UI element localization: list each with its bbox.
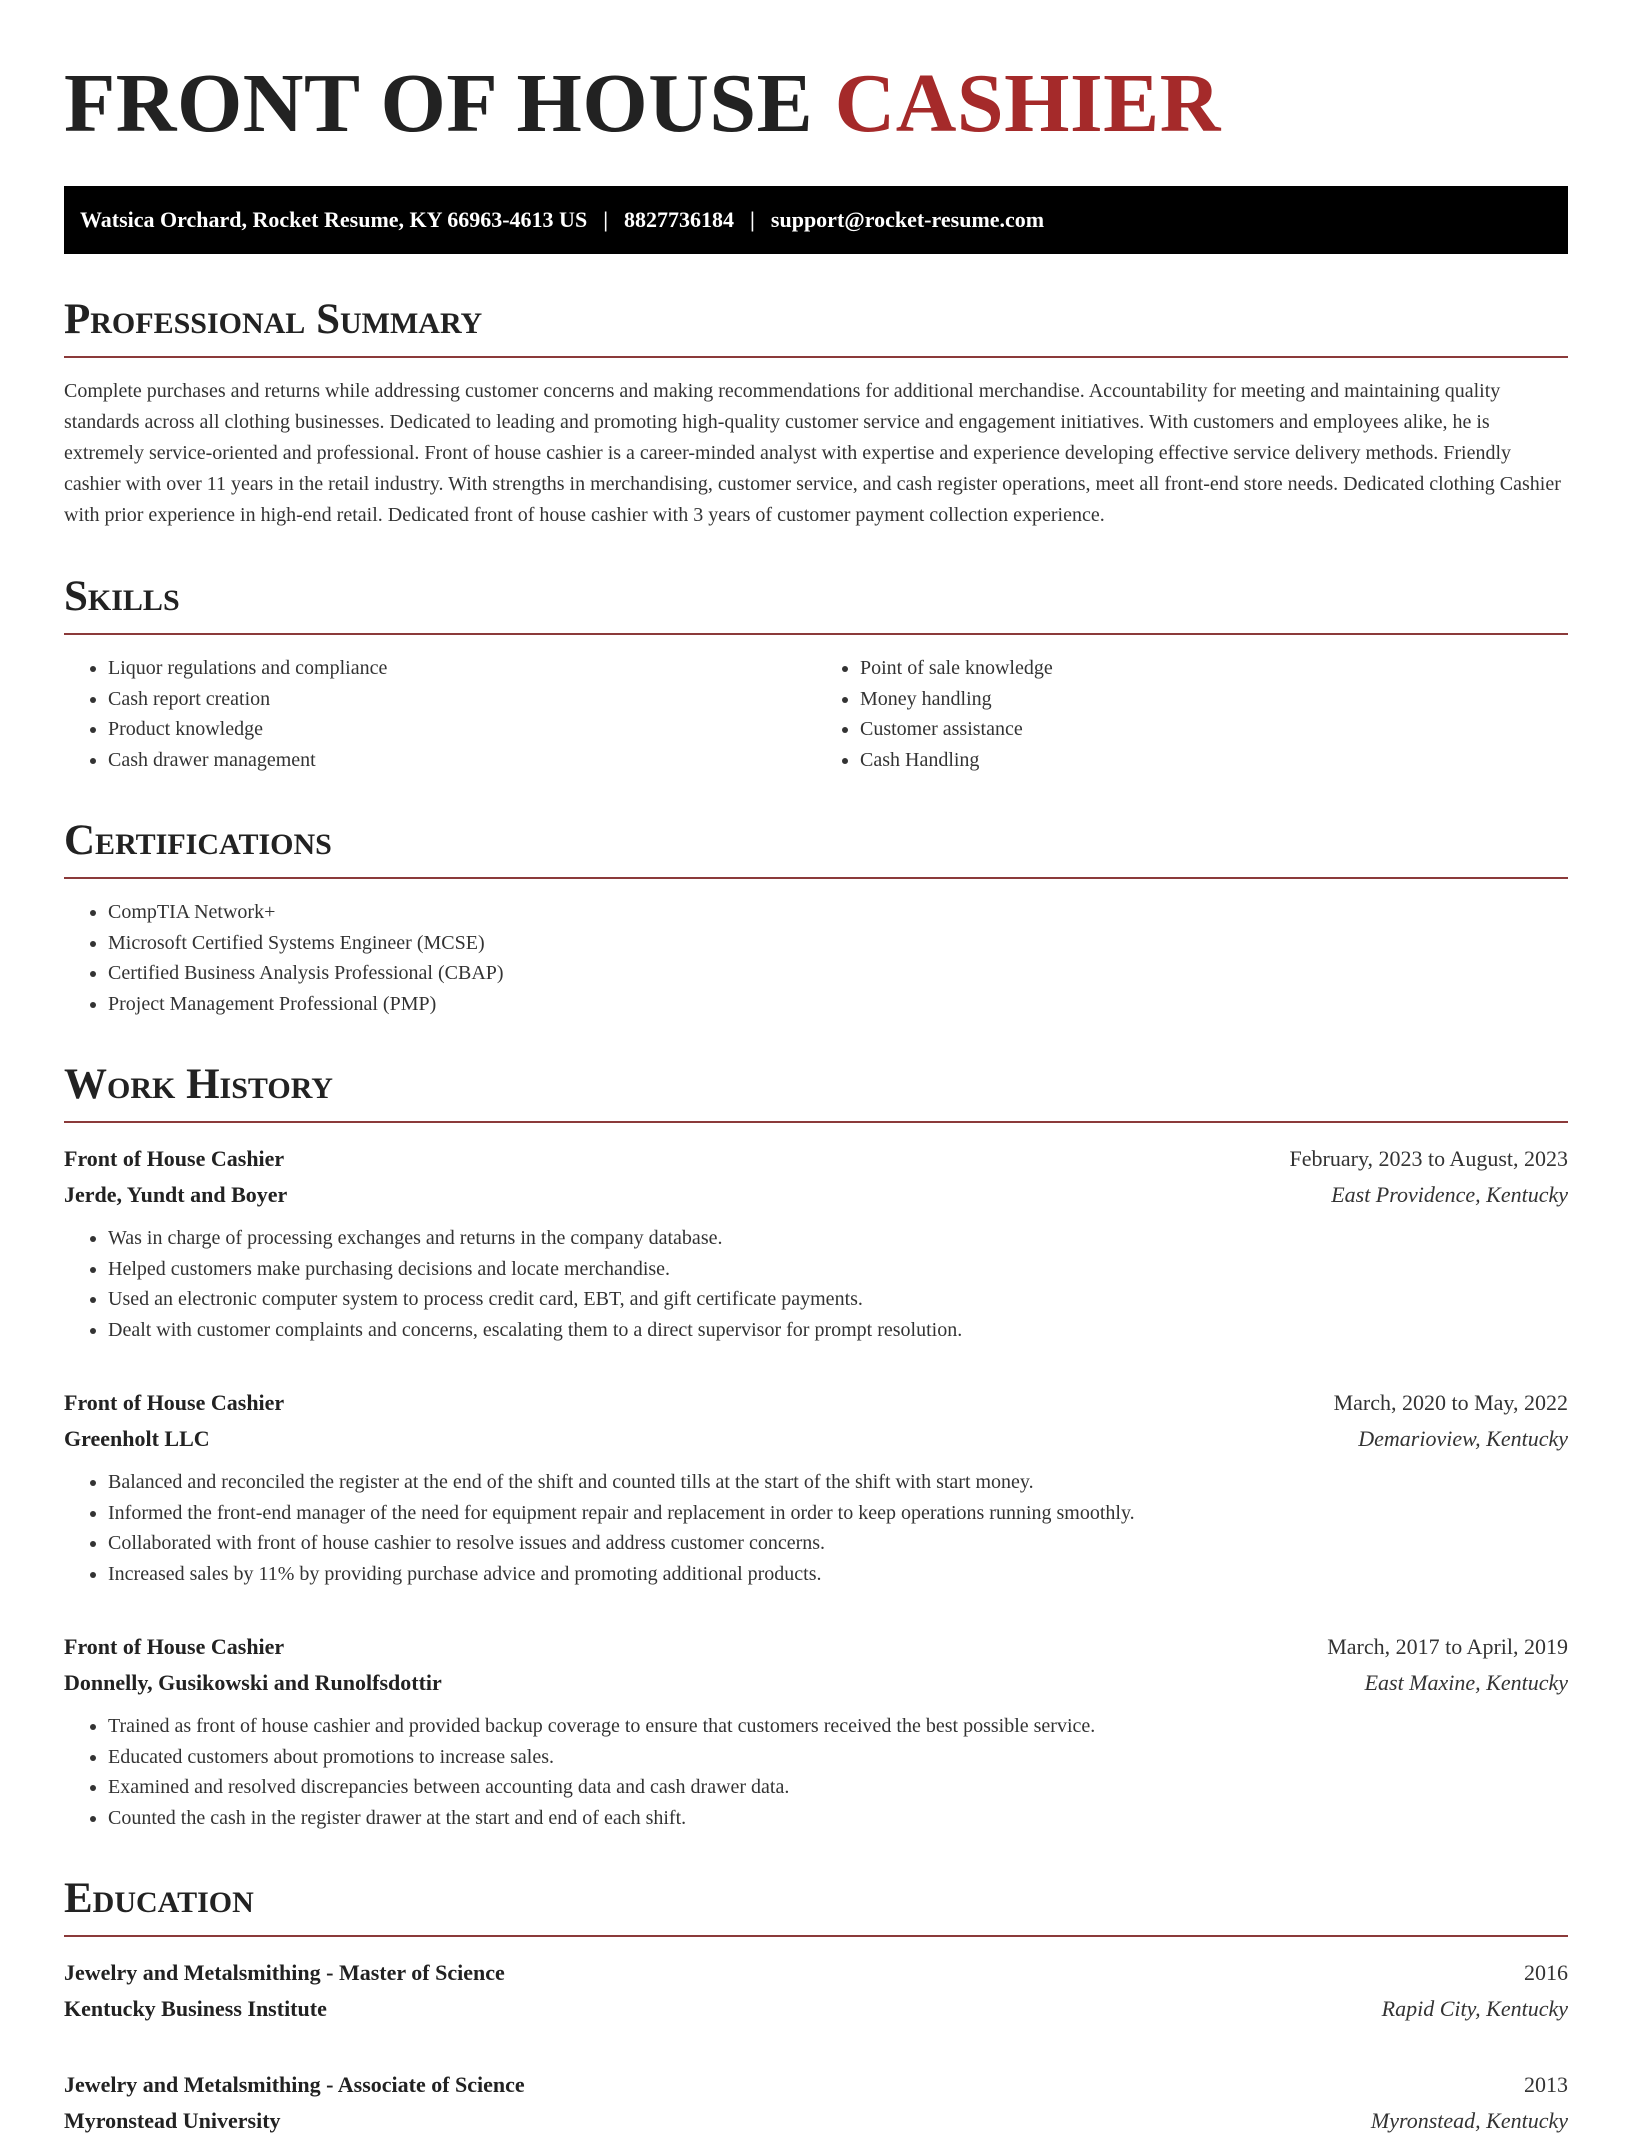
contact-separator: | [603,207,609,232]
certification-item: • Certified Business Analysis Professional (CBAP) [108,958,1568,989]
section-divider [64,1935,1568,1937]
education-school-row [64,1991,1568,2027]
certifications-list [64,897,1568,1019]
education-degree-row [64,2067,1568,2103]
education-degree: Jewelry and Metalsmithing - Master of Science [64,1960,505,1985]
title-main: FRONT OF HOUSE [64,57,835,150]
job-duty-item: • Examined and resolved discrepancies between accounting data and cash drawer data. [108,1772,1568,1803]
education-school-row [64,2103,1568,2139]
skill-item: • Cash Handling [860,745,1568,776]
certification-item: • Project Management Professional (PMP) [108,989,1568,1020]
section-heading: Education [64,1875,254,1922]
education-degree-row [64,1955,1568,1991]
job-company: Donnelly, Gusikowski and Runolfsdottir [64,1670,442,1695]
contact-bar [64,186,1568,254]
skill-item: • Liquor regulations and compliance [108,653,816,684]
section-heading: Skills [64,573,180,620]
job-location: Demarioview, Kentucky [1358,1426,1568,1451]
job-duty-item: • Counted the cash in the register drawer at the start and end of each shift. [108,1803,1568,1834]
section-divider [64,356,1568,358]
job-company-row [64,1665,1568,1701]
skill-item: • Cash report creation [108,684,816,715]
section-heading: Certifications [64,817,332,864]
skills-section [64,571,1568,775]
summary-text: Complete purchases and returns while addressing customer concerns and making recommendations for additional merchandise. Accountability for meeting and maintaining quality standards across all clothing businesses. Dedicated to leading and promoting high-quality customer service and engagement initiatives. With customers and employees alike, he is extremely service-oriented and professional. Front of house cashier is a career-minded analyst with expertise and experience developing effective service delivery methods. Friendly cashier with over 11 years in the retail industry. With strengths in merchandising, customer service, and cash register operations, meet all front-end store needs. Dedicated clothing Cashier with prior experience in high-end retail. Dedicated front of house cashier with 3 years of customer payment collection experience. [64,380,1561,526]
resume-title [64,56,1568,152]
job-duties [64,1223,1568,1345]
job-dates: March, 2020 to May, 2022 [1333,1390,1568,1415]
job-entry [64,1385,1568,1589]
title-accent: CASHIER [834,57,1221,150]
job-duty-item: • Dealt with customer complaints and concerns, escalating them to a direct supervisor for prompt resolution. [108,1315,1568,1346]
education-school: Myronstead University [64,2108,281,2133]
job-location: East Maxine, Kentucky [1364,1670,1568,1695]
job-duty-item: • Increased sales by 11% by providing purchase advice and promoting additional products. [108,1559,1568,1590]
education-entry [64,1955,1568,2027]
job-title: Front of House Cashier [64,1634,285,1659]
skill-item: • Point of sale knowledge [860,653,1568,684]
section-divider [64,877,1568,879]
job-duty-item: • Collaborated with front of house cashier to resolve issues and address customer concerns. [108,1528,1568,1559]
job-duties [64,1467,1568,1589]
job-location: East Providence, Kentucky [1331,1182,1568,1207]
education-section [64,1873,1568,2139]
job-header-row [64,1629,1568,1665]
skill-item: • Money handling [860,684,1568,715]
job-title: Front of House Cashier [64,1390,285,1415]
job-company-row [64,1177,1568,1213]
education-degree: Jewelry and Metalsmithing - Associate of Science [64,2072,525,2097]
job-company: Jerde, Yundt and Boyer [64,1182,288,1207]
job-duty-item: • Trained as front of house cashier and provided backup coverage to ensure that customers received the best possible service. [108,1711,1568,1742]
section-divider [64,1121,1568,1123]
education-year: 2016 [1524,1960,1568,1985]
skill-item: • Cash drawer management [108,745,816,776]
section-heading: Professional Summary [64,296,483,343]
work-history-section [64,1059,1568,1833]
education-year: 2013 [1524,2072,1568,2097]
skills-grid [64,635,1568,775]
job-duty-item: • Helped customers make purchasing decisions and locate merchandise. [108,1254,1568,1285]
job-title: Front of House Cashier [64,1146,285,1171]
contact-separator: | [750,207,755,232]
contact-phone: 8827736184 [624,207,735,232]
education-entry [64,2067,1568,2139]
job-duties [64,1711,1568,1833]
job-duty-item: • Used an electronic computer system to process credit card, EBT, and gift certificate payments. [108,1284,1568,1315]
job-duty-item: • Informed the front-end manager of the need for equipment repair and replacement in order to keep operations running smoothly. [108,1498,1568,1529]
job-company: Greenholt LLC [64,1426,210,1451]
skill-item: • Customer assistance [860,714,1568,745]
certification-item: • CompTIA Network+ [108,897,1568,928]
skills-list-left [64,653,816,775]
skills-list-right [816,653,1568,775]
job-company-row [64,1421,1568,1457]
contact-email: support@rocket-resume.com [770,207,1045,232]
job-header-row [64,1141,1568,1177]
job-dates: February, 2023 to August, 2023 [1289,1146,1568,1171]
job-entry [64,1141,1568,1345]
job-duty-item: • Balanced and reconciled the register at the end of the shift and counted tills at the start of the shift with start money. [108,1467,1568,1498]
skill-item: • Product knowledge [108,714,816,745]
education-location: Rapid City, Kentucky [1381,1996,1568,2021]
job-duty-item: • Educated customers about promotions to increase sales. [108,1742,1568,1773]
education-location: Myronstead, Kentucky [1370,2108,1568,2133]
job-dates: March, 2017 to April, 2019 [1327,1634,1568,1659]
section-heading: Work History [64,1061,333,1108]
certification-item: • Microsoft Certified Systems Engineer (MCSE) [108,928,1568,959]
job-entry [64,1629,1568,1833]
contact-address: Watsica Orchard, Rocket Resume, KY 66963-4613 US [80,207,588,232]
job-header-row [64,1385,1568,1421]
education-school: Kentucky Business Institute [64,1996,327,2021]
job-duty-item: • Was in charge of processing exchanges and returns in the company database. [108,1223,1568,1254]
summary-section [64,294,1568,531]
certifications-section [64,815,1568,1019]
